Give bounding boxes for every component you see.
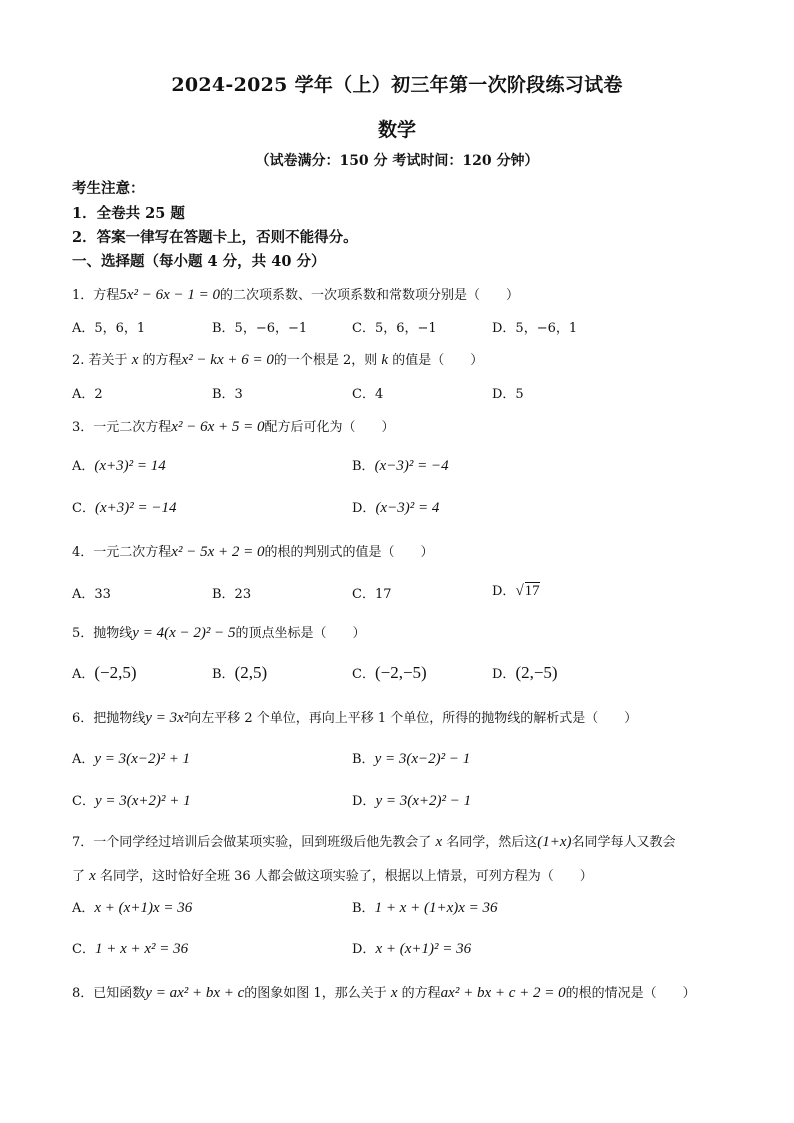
question-2-stem: 2. 若关于 x 的方程x² − kx + 6 = 0的一个根是 2，则 k 的值是（ ） — [72, 352, 484, 368]
sqrt-radicand: 17 — [524, 583, 540, 599]
notes-heading: 考生注意： — [72, 180, 145, 197]
sqrt-symbol: √ — [515, 583, 524, 599]
question-7-option-b: B．1 + x + (1+x)x = 36 — [352, 900, 498, 916]
equation: x² − kx + 6 = 0 — [181, 352, 274, 368]
subject-title: 数学 — [377, 119, 416, 141]
question-6-option-d: D．y = 3(x+2)² − 1 — [352, 793, 472, 809]
notes-item-2: 2．答案一律写在答题卡上，否则不能得分。 — [72, 229, 358, 246]
notes-item-1: 1．全卷共 25 题 — [72, 205, 185, 222]
equation: x² − 6x + 5 = 0 — [171, 419, 265, 435]
question-5-option-d: D．(2,−5) — [492, 663, 558, 682]
expression: (1+x) — [537, 834, 572, 850]
question-7-option-c: C．1 + x + x² = 36 — [72, 941, 189, 957]
question-1-stem: 1．方程5x² − 6x − 1 = 0的二次项系数、一次项系数和常数项分别是（ ） — [72, 287, 519, 303]
question-1-option-a: A．5，6，1 — [72, 321, 146, 336]
question-2-option-d: D．5 — [492, 387, 524, 402]
question-4-stem: 4．一元二次方程x² − 5x + 2 = 0的根的判别式的值是（ ） — [72, 544, 434, 560]
question-1-option-b: B．5，−6，−1 — [212, 321, 308, 336]
question-4-option-b: B．23 — [212, 587, 252, 602]
question-5-option-a: A．(−2,5) — [72, 663, 137, 682]
exam-title: 2024-2025 学年（上）初三年第一次阶段练习试卷 — [171, 74, 623, 96]
question-4-option-d: D．√17 — [492, 583, 540, 599]
question-2-option-c: C．4 — [352, 387, 384, 402]
question-3-stem: 3．一元二次方程x² − 6x + 5 = 0配方后可化为（ ） — [72, 419, 395, 435]
question-4-option-a: A．33 — [72, 587, 111, 602]
equation: x² − 5x + 2 = 0 — [171, 544, 265, 560]
equation: ax² + bx + c + 2 = 0 — [440, 985, 566, 1001]
question-number: 1． — [72, 288, 94, 303]
question-3-option-d: D．(x−3)² = 4 — [352, 500, 440, 516]
question-6-option-c: C．y = 3(x+2)² + 1 — [72, 793, 191, 809]
equation: y = 3x² — [145, 710, 189, 726]
question-7-stem-line-1: 7．一个同学经过培训后会做某项实验，回到班级后他先教会了 x 名同学，然后这(1+x)名同学每人又教会 — [72, 834, 676, 850]
equation: y = 4(x − 2)² − 5 — [132, 625, 236, 641]
question-7-option-a: A．x + (x+1)x = 36 — [72, 900, 193, 916]
question-8-stem: 8．已知函数y = ax² + bx + c的图象如图 1，那么关于 x 的方程ax² + bx + c + 2 = 0的根的情况是（ ） — [72, 985, 696, 1001]
question-3-option-c: C．(x+3)² = −14 — [72, 500, 177, 516]
exam-meta: （试卷满分：150 分 考试时间：120 分钟） — [255, 153, 539, 169]
equation: y = ax² + bx + c — [145, 985, 245, 1001]
question-5-option-c: C．(−2,−5) — [352, 663, 427, 682]
equation: 5x² − 6x − 1 = 0 — [119, 287, 220, 303]
question-3-option-b: B．(x−3)² = −4 — [352, 458, 449, 474]
question-6-option-b: B．y = 3(x−2)² − 1 — [352, 751, 471, 767]
question-4-option-c: C．17 — [352, 587, 392, 602]
question-7-stem-line-2: 了 x 名同学，这时恰好全班 36 人都会做这项实验了，根据以上情景，可列方程为（ ） — [72, 868, 593, 884]
question-6-stem: 6．把抛物线y = 3x²向左平移 2 个单位，再向上平移 1 个单位，所得的抛物线的解析式是（ ） — [72, 710, 638, 726]
question-2-option-a: A．2 — [72, 387, 103, 402]
question-1-option-c: C．5，6，−1 — [352, 321, 437, 336]
section-heading: 一、选择题（每小题 4 分，共 40 分） — [72, 253, 326, 270]
question-7-option-d: D．x + (x+1)² = 36 — [352, 941, 472, 957]
question-1-option-d: D．5，−6，1 — [492, 321, 578, 336]
question-5-stem: 5．抛物线y = 4(x − 2)² − 5的顶点坐标是（ ） — [72, 625, 366, 641]
question-6-option-a: A．y = 3(x−2)² + 1 — [72, 751, 191, 767]
question-3-option-a: A．(x+3)² = 14 — [72, 458, 166, 474]
question-2-option-b: B．3 — [212, 387, 243, 402]
question-5-option-b: B．(2,5) — [212, 663, 268, 682]
